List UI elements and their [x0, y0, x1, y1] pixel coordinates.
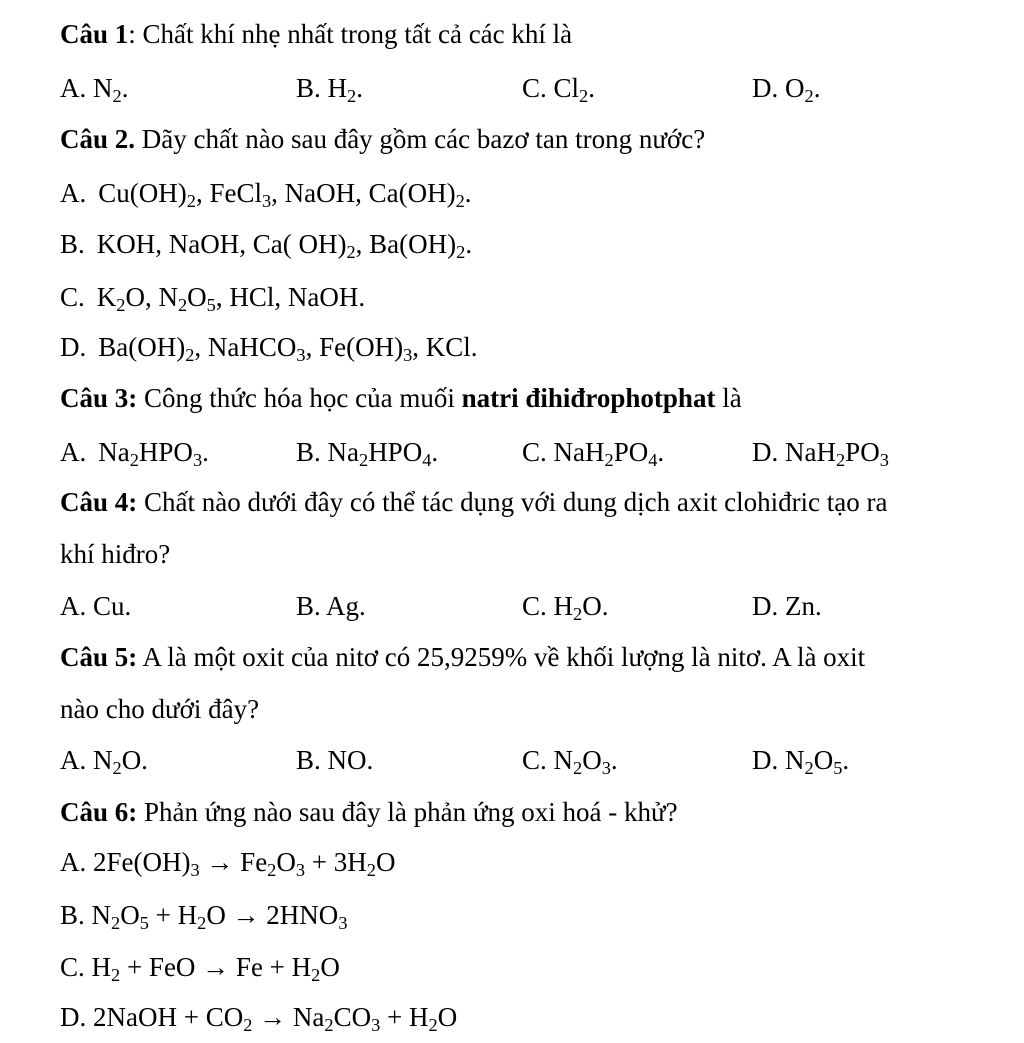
question-4 — [60, 485, 888, 519]
option-a: A. $2Fe(OH)_3 \to Fe_2O_3 + 3H_2O$ — [60, 847, 396, 881]
option-d: D. $NaH_2PO_3$ — [752, 437, 889, 471]
option-d: D. Zn. — [752, 591, 822, 621]
option-a: A. $Cu(OH)_2$, FeCl$_3$, NaOH, $Ca(OH)_2$. — [60, 178, 472, 212]
option-c: C. $K_2O$, $N_2O_5$, HCl, NaOH. — [60, 282, 366, 316]
question-number: Câu 3: — [60, 383, 138, 413]
option-c: C. $NaH_2PO_4$. — [522, 437, 665, 471]
question-number: Câu 5: — [60, 642, 138, 672]
option-b: B. $N_2O_5 + H_2O \to 2HNO_3$ — [60, 900, 348, 934]
option-a: A. Cu. — [60, 591, 132, 621]
question-3: Câu 3: Công thức hóa học của muối natri đihiđrophotphat là — [60, 383, 742, 413]
question-text: Công thức hóa học của muối — [144, 383, 462, 413]
question-text: Dãy chất nào sau đây gồm các bazơ tan trong nước? — [141, 124, 706, 154]
option-d: D. $Ba(OH)_2$, NaHCO$_3$, $Fe(OH)_3$, KCl. — [60, 332, 478, 366]
question-text: A là một oxit của nitơ có 25,9259% về khối lượng là nitơ. A là oxit — [142, 642, 866, 672]
option-d: D. 2NaOH + $CO_2 \to Na_2CO_3 + H_2O$ — [60, 1002, 458, 1036]
question-6 — [60, 795, 678, 829]
question-text: Chất khí nhẹ nhất trong tất cả các khí là — [142, 19, 573, 49]
question-5-continued: nào cho dưới đây? — [60, 694, 260, 724]
option-b: B. NO. — [296, 745, 374, 775]
question-number: Câu 1 — [60, 19, 129, 49]
option-a: A. $N_2$. — [60, 73, 129, 107]
question-number: Câu 6: — [60, 797, 138, 827]
option-b: B. $H_2$. — [296, 73, 363, 107]
option-c: C. $H_2$ + FeO → $Fe + H_2O$ — [60, 952, 340, 986]
option-b: B. $Na_2HPO_4$. — [296, 437, 439, 471]
option-d: D. $O_2$. — [752, 73, 821, 107]
question-5 — [60, 640, 865, 674]
question-4-continued: khí hiđro? — [60, 539, 171, 569]
option-c: C. $N_2O_3$. — [522, 745, 618, 779]
option-a: A. $Na_2HPO_3$. — [60, 437, 209, 471]
option-a: A. $N_2O$. — [60, 745, 148, 779]
option-b: B. Ag. — [296, 591, 366, 621]
question-1: Câu 1: Chất khí nhẹ nhất trong tất cả các khí là — [60, 19, 573, 49]
option-c: C. $H_2O$. — [522, 591, 609, 625]
question-2 — [60, 122, 705, 156]
question-text: Chất nào dưới đây có thể tác dụng với dung dịch axit clohiđric tạo ra — [144, 487, 888, 517]
question-keyword: natri đihiđrophotphat — [461, 383, 716, 413]
option-d: D. $N_2O_5$. — [752, 745, 850, 779]
question-text: Phản ứng nào sau đây là phản ứng oxi hoá - khử? — [144, 797, 678, 827]
question-number: Câu 2. — [60, 124, 136, 154]
option-c: C. $Cl_2$. — [522, 73, 595, 107]
option-b: B. KOH, NaOH, Ca( $OH)_2$, $Ba(OH)_2$. — [60, 229, 473, 263]
question-number: Câu 4: — [60, 487, 138, 517]
